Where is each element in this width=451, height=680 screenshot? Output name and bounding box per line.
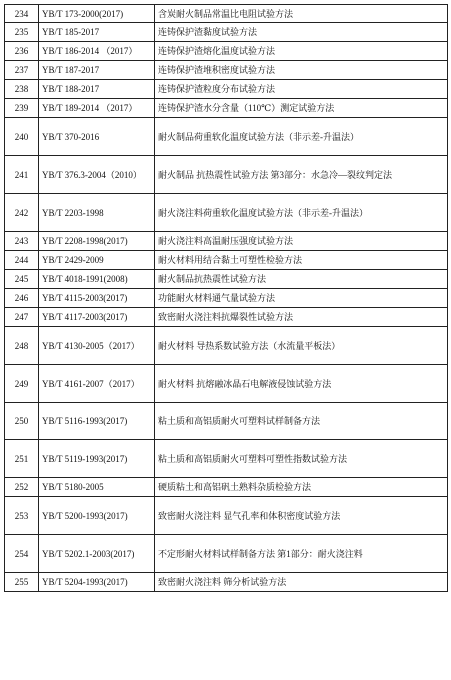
standard-code: YB/T 2203-1998 [39,194,155,232]
standard-title: 粘土质和高铝质耐火可塑料试样制备方法 [155,403,448,440]
standard-title: 连铸保护渣水分含量（110℃）测定试验方法 [155,99,448,118]
row-number: 243 [5,232,39,251]
table-row [5,289,448,308]
standard-code: YB/T 5200-1993(2017) [39,497,155,535]
row-number: 239 [5,99,39,118]
standard-title: 含炭耐火制品常温比电阻试验方法 [155,5,448,23]
row-number: 249 [5,365,39,403]
standard-title: 粘土质和高铝质耐火可塑料可塑性指数试验方法 [155,440,448,478]
standard-title: 连铸保护渣堆积密度试验方法 [155,61,448,80]
table-row [5,497,448,535]
row-number: 238 [5,80,39,99]
table-row [5,156,448,194]
table-row [5,99,448,118]
standard-code: YB/T 5204-1993(2017) [39,573,155,592]
standard-title: 致密耐火浇注料 筛分析试验方法 [155,573,448,592]
table-row [5,535,448,573]
standard-code: YB/T 376.3-2004（2010） [39,156,155,194]
standard-title: 连铸保护渣黏度试验方法 [155,23,448,42]
row-number: 241 [5,156,39,194]
row-number: 250 [5,403,39,440]
standard-code: YB/T 4130-2005（2017） [39,327,155,365]
standard-title: 耐火材料 导热系数试验方法（水流量平板法） [155,327,448,365]
table-row [5,61,448,80]
standard-title: 不定形耐火材料试样制备方法 第1部分：耐火浇注料 [155,535,448,573]
standard-code: YB/T 4018-1991(2008) [39,270,155,289]
standard-code: YB/T 4115-2003(2017) [39,289,155,308]
standard-code: YB/T 4161-2007（2017） [39,365,155,403]
standard-title: 致密耐火浇注料 显气孔率和体积密度试验方法 [155,497,448,535]
table-row [5,80,448,99]
standard-code: YB/T 188-2017 [39,80,155,99]
standards-table [4,4,448,592]
standard-title: 连铸保护渣熔化温度试验方法 [155,42,448,61]
table-row [5,308,448,327]
row-number: 234 [5,5,39,23]
row-number: 244 [5,251,39,270]
table-row [5,42,448,61]
standard-code: YB/T 370-2016 [39,118,155,156]
row-number: 245 [5,270,39,289]
row-number: 253 [5,497,39,535]
table-row [5,23,448,42]
table-row [5,440,448,478]
standard-code: YB/T 173-2000(2017) [39,5,155,23]
standard-code: YB/T 189-2014 （2017） [39,99,155,118]
row-number: 236 [5,42,39,61]
standard-code: YB/T 186-2014 （2017） [39,42,155,61]
row-number: 242 [5,194,39,232]
row-number: 248 [5,327,39,365]
row-number: 235 [5,23,39,42]
standard-title: 耐火制品 抗热震性试验方法 第3部分：水急冷—裂纹判定法 [155,156,448,194]
standard-code: YB/T 5116-1993(2017) [39,403,155,440]
table-row [5,403,448,440]
table-row [5,270,448,289]
table-row [5,251,448,270]
standard-title: 致密耐火浇注料抗爆裂性试验方法 [155,308,448,327]
standard-code: YB/T 4117-2003(2017) [39,308,155,327]
standard-title: 耐火制品抗热震性试验方法 [155,270,448,289]
table-row [5,232,448,251]
table-row [5,5,448,23]
row-number: 246 [5,289,39,308]
standards-table-body [5,5,448,592]
table-row [5,573,448,592]
standard-title: 耐火浇注料荷重软化温度试验方法（非示差-升温法） [155,194,448,232]
row-number: 252 [5,478,39,497]
table-row [5,327,448,365]
standard-code: YB/T 2429-2009 [39,251,155,270]
standard-title: 耐火材料 抗熔融冰晶石电解液侵蚀试验方法 [155,365,448,403]
standard-code: YB/T 187-2017 [39,61,155,80]
table-row [5,478,448,497]
row-number: 254 [5,535,39,573]
standard-title: 硬质粘土和高铝矾土熟料杂质检验方法 [155,478,448,497]
standard-code: YB/T 185-2017 [39,23,155,42]
standard-code: YB/T 5180-2005 [39,478,155,497]
row-number: 251 [5,440,39,478]
standard-title: 耐火浇注料高温耐压强度试验方法 [155,232,448,251]
row-number: 255 [5,573,39,592]
standard-title: 耐火材料用结合黏土可塑性检验方法 [155,251,448,270]
standard-code: YB/T 2208-1998(2017) [39,232,155,251]
row-number: 240 [5,118,39,156]
standard-title: 连铸保护渣粒度分布试验方法 [155,80,448,99]
table-row [5,365,448,403]
standard-code: YB/T 5119-1993(2017) [39,440,155,478]
standard-title: 耐火制品荷重软化温度试验方法（非示差-升温法） [155,118,448,156]
standard-title: 功能耐火材料通气量试验方法 [155,289,448,308]
row-number: 237 [5,61,39,80]
standard-code: YB/T 5202.1-2003(2017) [39,535,155,573]
row-number: 247 [5,308,39,327]
table-row [5,194,448,232]
table-row [5,118,448,156]
